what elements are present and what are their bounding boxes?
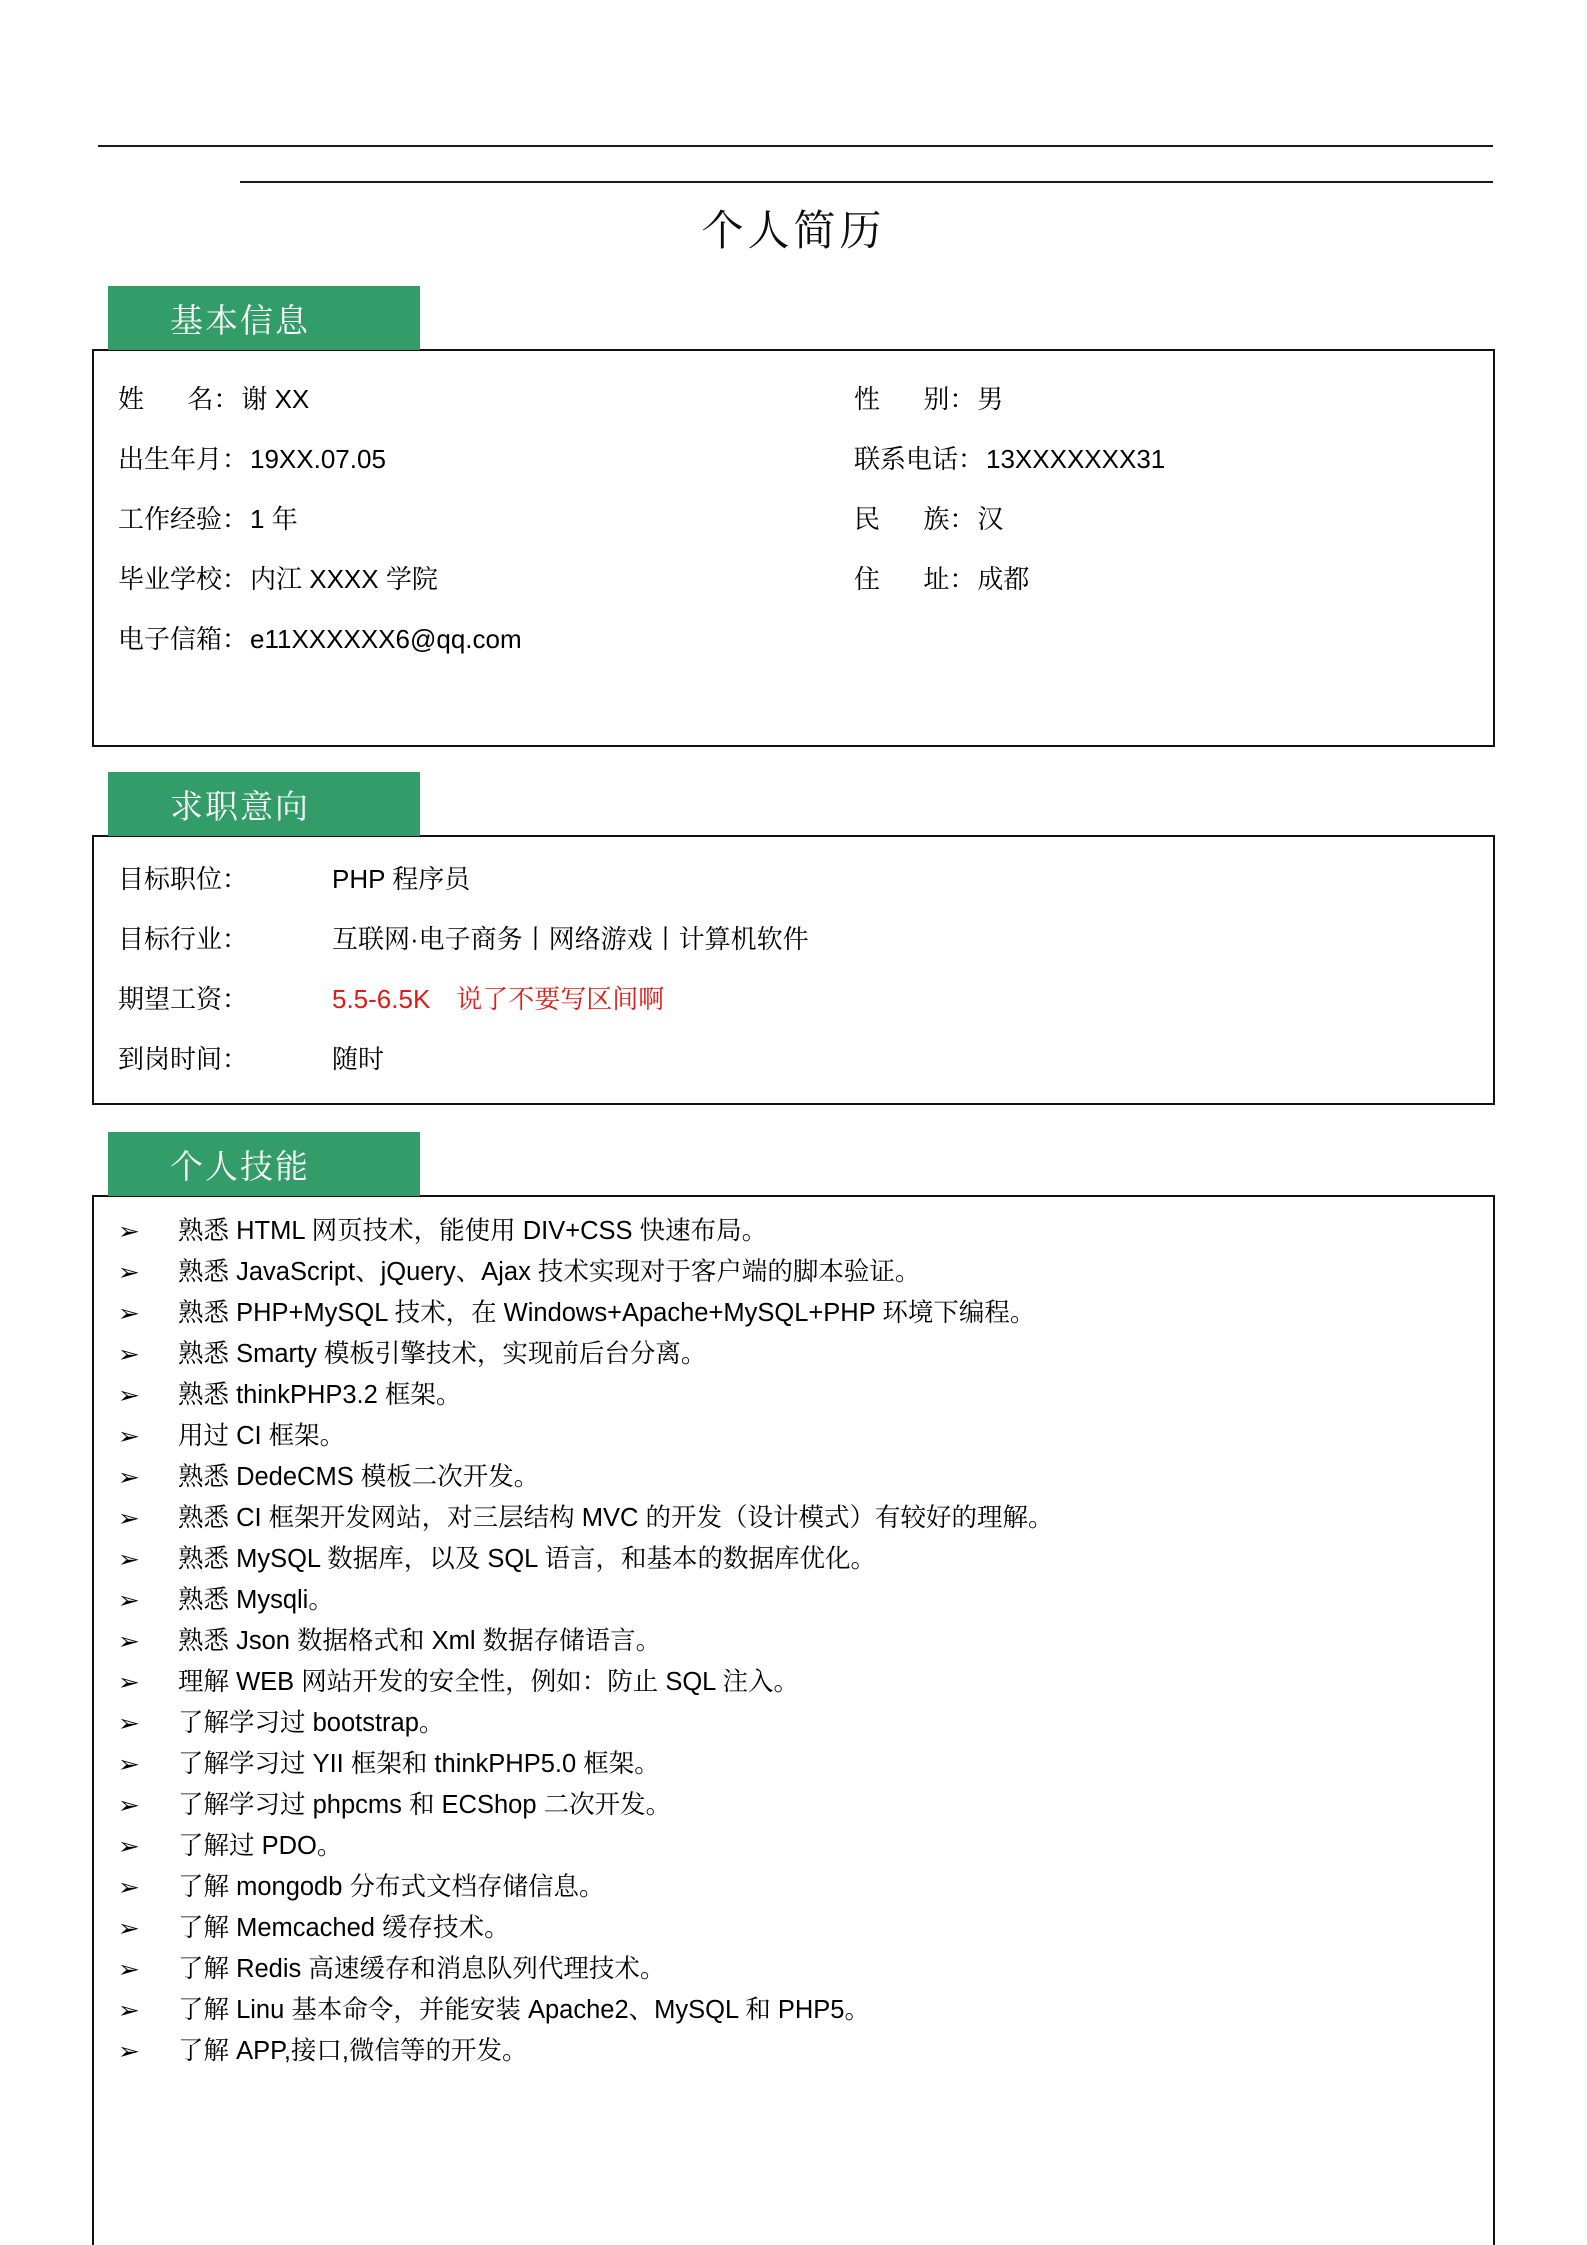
skill-item-text: 熟悉 PHP+MySQL 技术，在 Windows+Apache+MySQL+PHP 环境下编程。 <box>178 1299 1036 1327</box>
skill-item-text: 熟悉 CI 框架开发网站，对三层结构 MVC 的开发（设计模式）有较好的理解。 <box>178 1504 1054 1532</box>
bullet-arrow-icon: ➢ <box>117 2039 140 2065</box>
field-birthdate <box>94 439 754 499</box>
row-value: 互联网·电子商务丨网络游戏丨计算机软件 <box>332 924 809 954</box>
skill-list-item <box>94 1793 1493 1834</box>
bullet-arrow-icon: ➢ <box>117 1424 140 1450</box>
intention-row-target-position <box>94 859 1493 919</box>
field-value: 内江 XXXX 学院 <box>250 564 438 594</box>
section-job-intention <box>92 772 1495 1105</box>
section-tab-basic-info <box>108 286 420 350</box>
field-gender <box>754 379 1493 439</box>
skill-list-item <box>94 1588 1493 1629</box>
salary-note: 说了不要写区间啊 <box>456 984 665 1014</box>
skill-list-item <box>94 1752 1493 1793</box>
intention-row-target-industry <box>94 919 1493 979</box>
skill-list-item <box>94 1834 1493 1875</box>
skill-list-item <box>94 1670 1493 1711</box>
intention-row-expected-salary <box>94 979 1493 1039</box>
bullet-arrow-icon: ➢ <box>117 1834 140 1860</box>
bullet-arrow-icon: ➢ <box>117 1260 140 1286</box>
skill-list-item <box>94 1629 1493 1670</box>
skill-item-text: 了解学习过 bootstrap。 <box>178 1709 445 1737</box>
section-tab-label: 求职意向 <box>170 787 310 825</box>
bullet-arrow-icon: ➢ <box>117 1465 140 1491</box>
field-value: 13XXXXXXX31 <box>986 444 1166 474</box>
skill-list-item <box>94 1547 1493 1588</box>
field-value: 19XX.07.05 <box>250 444 386 474</box>
bullet-arrow-icon: ➢ <box>117 1793 140 1819</box>
bullet-arrow-icon: ➢ <box>117 1383 140 1409</box>
bullet-arrow-icon: ➢ <box>117 1998 140 2024</box>
row-label: 目标职位： <box>118 864 249 894</box>
field-label: 出生年月： <box>118 444 249 474</box>
section-body-personal-skills <box>92 1195 1495 2245</box>
field-ethnicity <box>754 499 1493 559</box>
bullet-arrow-icon: ➢ <box>117 1629 140 1655</box>
field-value: e11XXXXXX6@qq.com <box>250 624 522 654</box>
skill-item-text: 了解 Redis 高速缓存和消息队列代理技术。 <box>178 1955 666 1983</box>
field-label: 姓 名： <box>118 384 240 414</box>
field-value: 1 年 <box>250 504 298 534</box>
row-label: 目标行业： <box>118 924 249 954</box>
field-label: 联系电话： <box>854 444 985 474</box>
bullet-arrow-icon: ➢ <box>117 1711 140 1737</box>
bullet-arrow-icon: ➢ <box>117 1916 140 1942</box>
skill-item-text: 熟悉 Mysqli。 <box>178 1586 334 1614</box>
section-personal-skills <box>92 1132 1495 2245</box>
field-name <box>94 379 754 439</box>
bullet-arrow-icon: ➢ <box>117 1752 140 1778</box>
skill-item-text: 熟悉 Smarty 模板引擎技术，实现前后台分离。 <box>178 1340 707 1368</box>
bullet-arrow-icon: ➢ <box>117 1670 140 1696</box>
skill-item-text: 熟悉 HTML 网页技术，能使用 DIV+CSS 快速布局。 <box>178 1217 768 1245</box>
row-value: PHP 程序员 <box>332 864 471 894</box>
field-address <box>754 559 1493 619</box>
row-value <box>332 979 664 1016</box>
skill-list-item <box>94 1219 1493 1260</box>
field-email <box>94 619 754 679</box>
skill-item-text: 了解学习过 phpcms 和 ECShop 二次开发。 <box>178 1791 672 1819</box>
field-label: 毕业学校： <box>118 564 249 594</box>
field-label: 住 址： <box>854 564 976 594</box>
bullet-arrow-icon: ➢ <box>117 1506 140 1532</box>
skill-list-item <box>94 1916 1493 1957</box>
skill-list-item <box>94 1711 1493 1752</box>
field-phone <box>754 439 1493 499</box>
basic-info-grid <box>94 379 1493 679</box>
field-label: 性 别： <box>854 384 976 414</box>
field-value: 成都 <box>977 564 1030 594</box>
page-title: 个人简历 <box>701 209 886 255</box>
field-label: 民 族： <box>854 504 976 534</box>
skill-list-item <box>94 1465 1493 1506</box>
section-body-basic-info <box>92 349 1495 747</box>
bullet-arrow-icon: ➢ <box>117 1588 140 1614</box>
intention-row-availability <box>94 1039 1493 1099</box>
skill-list-item <box>94 1875 1493 1916</box>
skill-list-item <box>94 1957 1493 1998</box>
skill-item-text: 熟悉 JavaScript、jQuery、Ajax 技术实现对于客户端的脚本验证。 <box>178 1258 921 1286</box>
skill-item-text: 用过 CI 框架。 <box>178 1422 346 1450</box>
skill-item-text: 了解 APP,接口,微信等的开发。 <box>178 2037 528 2065</box>
row-label: 到岗时间： <box>118 1044 249 1074</box>
field-empty <box>754 619 1493 679</box>
field-value: 汉 <box>977 504 1004 534</box>
skill-list-item <box>94 1506 1493 1547</box>
skill-list-item <box>94 2039 1493 2080</box>
row-label: 期望工资： <box>118 984 249 1014</box>
skill-item-text: 了解过 PDO。 <box>178 1832 343 1860</box>
bullet-arrow-icon: ➢ <box>117 1957 140 1983</box>
field-school <box>94 559 754 619</box>
field-experience <box>94 499 754 559</box>
section-tab-job-intention <box>108 772 420 836</box>
row-value: 随时 <box>332 1044 385 1074</box>
skill-item-text: 了解 mongodb 分布式文档存储信息。 <box>178 1873 605 1901</box>
skill-list-item <box>94 1301 1493 1342</box>
header-rule-second <box>240 181 1493 183</box>
skill-list-item <box>94 1998 1493 2039</box>
section-tab-label: 基本信息 <box>170 301 310 339</box>
section-tab-label: 个人技能 <box>170 1147 310 1185</box>
bullet-arrow-icon: ➢ <box>117 1301 140 1327</box>
skill-item-text: 熟悉 Json 数据格式和 Xml 数据存储语言。 <box>178 1627 662 1655</box>
salary-value: 5.5-6.5K <box>332 984 431 1014</box>
field-value: 谢 XX <box>241 384 310 414</box>
field-label: 工作经验： <box>118 504 249 534</box>
field-value: 男 <box>977 384 1004 414</box>
skill-item-text: 了解学习过 YII 框架和 thinkPHP5.0 框架。 <box>178 1750 660 1778</box>
skill-item-text: 熟悉 DedeCMS 模板二次开发。 <box>178 1463 540 1491</box>
bullet-arrow-icon: ➢ <box>117 1219 140 1245</box>
bullet-arrow-icon: ➢ <box>117 1875 140 1901</box>
skill-list-item <box>94 1424 1493 1465</box>
bullet-arrow-icon: ➢ <box>117 1547 140 1573</box>
field-label: 电子信箱： <box>118 624 249 654</box>
section-tab-personal-skills <box>108 1132 420 1196</box>
skill-item-text: 理解 WEB 网站开发的安全性，例如：防止 SQL 注入。 <box>178 1668 800 1696</box>
section-body-job-intention <box>92 835 1495 1105</box>
skill-list-item <box>94 1383 1493 1424</box>
section-basic-info <box>92 286 1495 747</box>
skill-item-text: 熟悉 MySQL 数据库，以及 SQL 语言，和基本的数据库优化。 <box>178 1545 876 1573</box>
skill-item-text: 了解 Linu 基本命令，并能安装 Apache2、MySQL 和 PHP5。 <box>178 1996 870 2024</box>
skill-list-item <box>94 1260 1493 1301</box>
skill-item-text: 了解 Memcached 缓存技术。 <box>178 1914 510 1942</box>
bullet-arrow-icon: ➢ <box>117 1342 140 1368</box>
skills-list <box>94 1219 1493 2080</box>
skill-item-text: 熟悉 thinkPHP3.2 框架。 <box>178 1381 462 1409</box>
header-rule-top <box>98 145 1493 147</box>
skill-list-item <box>94 1342 1493 1383</box>
